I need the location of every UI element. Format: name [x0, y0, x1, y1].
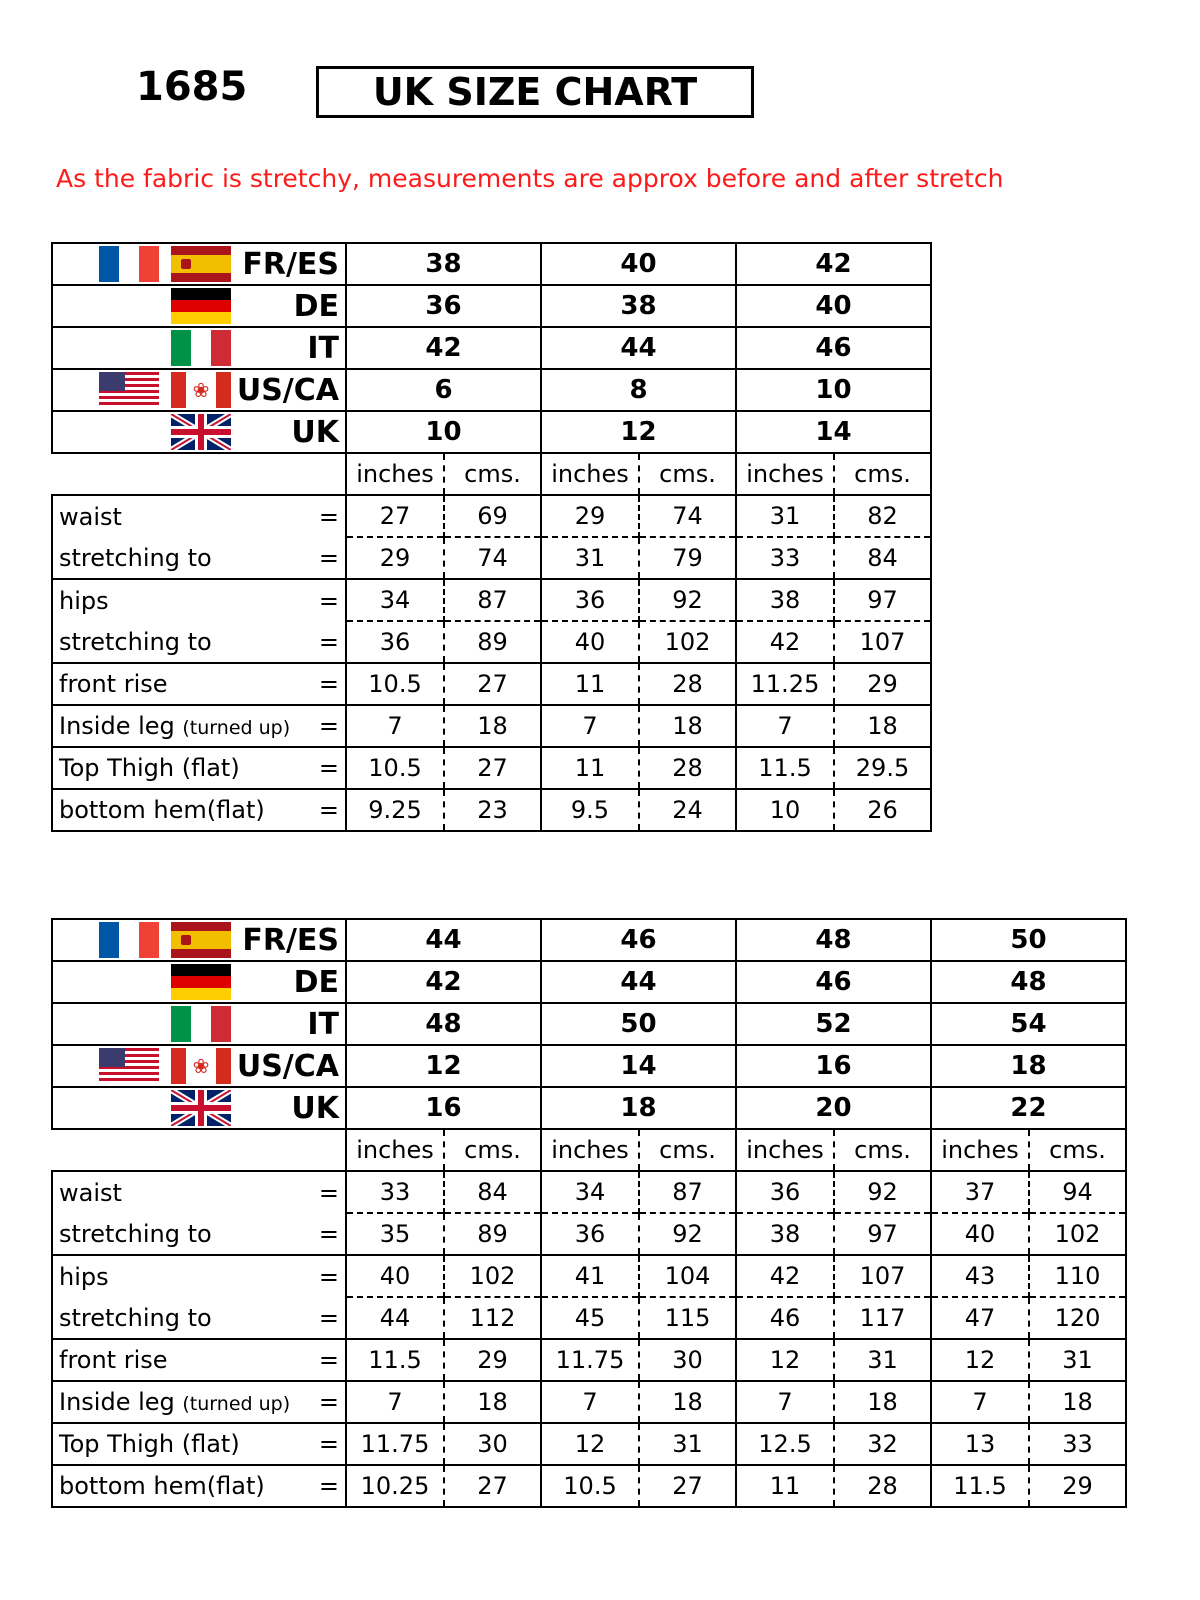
- size-value: 42: [346, 961, 541, 1003]
- measure-value: 7: [541, 705, 639, 747]
- region-row-it: [52, 327, 931, 369]
- region-label-cell: [52, 285, 346, 327]
- measure-value: 102: [639, 621, 736, 663]
- region-label: DE: [293, 288, 339, 324]
- measure-value: 28: [639, 663, 736, 705]
- size-value: 14: [736, 411, 931, 453]
- measure-value: 18: [444, 1381, 541, 1423]
- measure-value: 117: [834, 1297, 931, 1339]
- size-value: 46: [736, 327, 931, 369]
- unit-row: [52, 1129, 1126, 1171]
- measure-value: 30: [444, 1423, 541, 1465]
- measure-value: 29: [1029, 1465, 1126, 1507]
- measure-value: 94: [1029, 1171, 1126, 1213]
- measure-value: 23: [444, 789, 541, 831]
- measure-value: 7: [931, 1381, 1029, 1423]
- measure-value: 18: [444, 705, 541, 747]
- measure-label: hips =: [52, 1255, 346, 1297]
- measure-label: stretching to =: [52, 537, 346, 579]
- region-label: UK: [291, 1090, 339, 1126]
- region-label-cell: [52, 369, 346, 411]
- measure-value: 29: [541, 495, 639, 537]
- measure-value: 18: [639, 705, 736, 747]
- measure-value: 92: [834, 1171, 931, 1213]
- size-value: 44: [541, 961, 736, 1003]
- equals-sign: =: [318, 586, 339, 615]
- measure-value: 28: [834, 1465, 931, 1507]
- measure-label: hips =: [52, 579, 346, 621]
- size-value: 16: [736, 1045, 931, 1087]
- germany-flag-icon: [171, 288, 231, 324]
- size-value: 48: [736, 919, 931, 961]
- measure-value: 11: [541, 747, 639, 789]
- measure-label: stretching to =: [52, 1213, 346, 1255]
- measure-value: 36: [736, 1171, 834, 1213]
- measure-value: 28: [639, 747, 736, 789]
- measure-label: Inside leg (turned up) =: [52, 1381, 346, 1423]
- measure-label: Top Thigh (flat) =: [52, 747, 346, 789]
- measure-value: 10.5: [346, 663, 444, 705]
- measure-value: 27: [444, 663, 541, 705]
- uk-flag-icon: [171, 414, 231, 450]
- spain-flag-icon: [171, 246, 231, 282]
- equals-sign: =: [318, 1388, 339, 1416]
- unit-inches: inches: [541, 1129, 639, 1171]
- measure-value: 31: [541, 537, 639, 579]
- size-value: 42: [736, 243, 931, 285]
- page-title-text: UK SIZE CHART: [372, 70, 698, 114]
- measure-value: 31: [639, 1423, 736, 1465]
- measure-value: 37: [931, 1171, 1029, 1213]
- size-value: 18: [931, 1045, 1126, 1087]
- measure-row-waist: [52, 495, 931, 537]
- equals-sign: =: [318, 1303, 339, 1332]
- measure-value: 34: [346, 579, 444, 621]
- usa-flag-icon: [99, 1048, 159, 1084]
- measure-value: 31: [1029, 1339, 1126, 1381]
- region-row-fr_es: [52, 243, 931, 285]
- measure-value: 11.75: [541, 1339, 639, 1381]
- size-value: 44: [346, 919, 541, 961]
- measure-value: 42: [736, 1255, 834, 1297]
- equals-sign: =: [318, 627, 339, 656]
- measure-value: 84: [444, 1171, 541, 1213]
- unit-cms: cms.: [639, 453, 736, 495]
- measure-value: 12: [541, 1423, 639, 1465]
- measure-value: 7: [346, 705, 444, 747]
- measure-value: 9.5: [541, 789, 639, 831]
- equals-sign: =: [318, 1430, 339, 1458]
- measure-value: 31: [736, 495, 834, 537]
- measure-value: 87: [639, 1171, 736, 1213]
- equals-sign: =: [318, 1219, 339, 1248]
- region-label-cell: [52, 1087, 346, 1129]
- measure-label: waist =: [52, 1171, 346, 1213]
- measure-value: 12: [736, 1339, 834, 1381]
- measure-label: front rise =: [52, 1339, 346, 1381]
- measure-value: 33: [346, 1171, 444, 1213]
- measure-row-inside_leg: [52, 1381, 1126, 1423]
- size-value: 42: [346, 327, 541, 369]
- measure-value: 11.25: [736, 663, 834, 705]
- measure-value: 33: [736, 537, 834, 579]
- region-row-uk: [52, 1087, 1126, 1129]
- measure-value: 74: [444, 537, 541, 579]
- measure-row-bottom_hem: [52, 789, 931, 831]
- equals-sign: =: [318, 754, 339, 782]
- measure-row-top_thigh: [52, 747, 931, 789]
- region-label: DE: [293, 964, 339, 1000]
- unit-row: [52, 453, 931, 495]
- germany-flag-icon: [171, 964, 231, 1000]
- measure-value: 18: [639, 1381, 736, 1423]
- measure-label: stretching to =: [52, 1297, 346, 1339]
- size-value: 40: [541, 243, 736, 285]
- measure-value: 29: [834, 663, 931, 705]
- size-table-1: [51, 242, 932, 832]
- region-label-cell: [52, 961, 346, 1003]
- canada-flag-icon: ❀: [171, 1048, 231, 1084]
- measure-row-hips_stretch: [52, 621, 931, 663]
- measure-value: 11: [736, 1465, 834, 1507]
- measure-value: 102: [1029, 1213, 1126, 1255]
- equals-sign: =: [318, 712, 339, 740]
- equals-sign: =: [318, 502, 339, 531]
- measure-value: 82: [834, 495, 931, 537]
- size-value: 38: [541, 285, 736, 327]
- size-value: 10: [736, 369, 931, 411]
- measure-value: 102: [444, 1255, 541, 1297]
- size-value: 48: [346, 1003, 541, 1045]
- measure-value: 10.5: [346, 747, 444, 789]
- measure-row-waist: [52, 1171, 1126, 1213]
- measure-value: 31: [834, 1339, 931, 1381]
- measure-value: 11.5: [931, 1465, 1029, 1507]
- unit-inches: inches: [931, 1129, 1029, 1171]
- measure-value: 74: [639, 495, 736, 537]
- measure-value: 104: [639, 1255, 736, 1297]
- measure-value: 27: [346, 495, 444, 537]
- measure-value: 33: [1029, 1423, 1126, 1465]
- italy-flag-icon: [171, 330, 231, 366]
- size-value: 12: [541, 411, 736, 453]
- measure-value: 89: [444, 621, 541, 663]
- region-label: US/CA: [236, 372, 339, 408]
- equals-sign: =: [318, 670, 339, 698]
- france-flag-icon: [99, 922, 159, 958]
- product-code: 1685: [136, 64, 248, 110]
- measure-value: 42: [736, 621, 834, 663]
- measure-value: 18: [834, 705, 931, 747]
- equals-sign: =: [318, 1262, 339, 1291]
- measure-label: waist =: [52, 495, 346, 537]
- measure-value: 107: [834, 621, 931, 663]
- size-value: 54: [931, 1003, 1126, 1045]
- unit-inches: inches: [736, 453, 834, 495]
- measure-value: 120: [1029, 1297, 1126, 1339]
- size-value: 16: [346, 1087, 541, 1129]
- measure-value: 26: [834, 789, 931, 831]
- usa-flag-icon: [99, 372, 159, 408]
- size-value: 14: [541, 1045, 736, 1087]
- region-label-cell: [52, 1003, 346, 1045]
- size-value: 22: [931, 1087, 1126, 1129]
- measure-value: 11: [541, 663, 639, 705]
- measure-row-hips: [52, 1255, 1126, 1297]
- size-value: 50: [931, 919, 1126, 961]
- measure-value: 10.5: [541, 1465, 639, 1507]
- measure-value: 115: [639, 1297, 736, 1339]
- unit-cms: cms.: [834, 1129, 931, 1171]
- measure-row-inside_leg: [52, 705, 931, 747]
- equals-sign: =: [318, 1178, 339, 1207]
- measure-row-waist_stretch: [52, 1213, 1126, 1255]
- measure-value: 10: [736, 789, 834, 831]
- measure-row-hips_stretch: [52, 1297, 1126, 1339]
- equals-sign: =: [318, 1346, 339, 1374]
- size-value: 52: [736, 1003, 931, 1045]
- spain-flag-icon: [171, 922, 231, 958]
- region-row-de: [52, 961, 1126, 1003]
- measure-value: 29: [346, 537, 444, 579]
- region-label: IT: [307, 330, 339, 366]
- measure-row-waist_stretch: [52, 537, 931, 579]
- measure-value: 11.75: [346, 1423, 444, 1465]
- size-value: 44: [541, 327, 736, 369]
- measure-value: 7: [736, 1381, 834, 1423]
- measure-label: front rise =: [52, 663, 346, 705]
- measure-value: 79: [639, 537, 736, 579]
- unit-cms: cms.: [639, 1129, 736, 1171]
- measure-value: 32: [834, 1423, 931, 1465]
- measure-value: 38: [736, 1213, 834, 1255]
- measure-value: 11.5: [346, 1339, 444, 1381]
- equals-sign: =: [318, 1472, 339, 1500]
- measure-value: 107: [834, 1255, 931, 1297]
- unit-cms: cms.: [444, 1129, 541, 1171]
- size-value: 48: [931, 961, 1126, 1003]
- measure-row-hips: [52, 579, 931, 621]
- measure-value: 27: [444, 1465, 541, 1507]
- size-value: 46: [541, 919, 736, 961]
- region-label: US/CA: [236, 1048, 339, 1084]
- size-value: 10: [346, 411, 541, 453]
- measure-value: 112: [444, 1297, 541, 1339]
- region-row-us_ca: [52, 369, 931, 411]
- measure-value: 97: [834, 1213, 931, 1255]
- measure-value: 7: [736, 705, 834, 747]
- region-label: FR/ES: [242, 246, 339, 282]
- size-value: 40: [736, 285, 931, 327]
- measure-value: 110: [1029, 1255, 1126, 1297]
- unit-inches: inches: [346, 1129, 444, 1171]
- region-row-us_ca: [52, 1045, 1126, 1087]
- measure-value: 27: [444, 747, 541, 789]
- measure-value: 9.25: [346, 789, 444, 831]
- measure-value: 30: [639, 1339, 736, 1381]
- measure-value: 43: [931, 1255, 1029, 1297]
- uk-flag-icon: [171, 1090, 231, 1126]
- measure-value: 44: [346, 1297, 444, 1339]
- size-value: 8: [541, 369, 736, 411]
- size-value: 46: [736, 961, 931, 1003]
- size-value: 36: [346, 285, 541, 327]
- measure-value: 36: [541, 1213, 639, 1255]
- region-label-cell: [52, 919, 346, 961]
- size-value: 50: [541, 1003, 736, 1045]
- measure-value: 41: [541, 1255, 639, 1297]
- measure-value: 40: [346, 1255, 444, 1297]
- size-value: 20: [736, 1087, 931, 1129]
- region-label: IT: [307, 1006, 339, 1042]
- measure-value: 24: [639, 789, 736, 831]
- measure-value: 10.25: [346, 1465, 444, 1507]
- page-title: [316, 66, 754, 118]
- measure-row-bottom_hem: [52, 1465, 1126, 1507]
- measure-value: 38: [736, 579, 834, 621]
- stretch-note: As the fabric is stretchy, measurements are approx before and after stretch: [56, 164, 1004, 193]
- region-label-cell: [52, 327, 346, 369]
- measure-value: 29: [444, 1339, 541, 1381]
- canada-flag-icon: ❀: [171, 372, 231, 408]
- measure-value: 69: [444, 495, 541, 537]
- region-row-it: [52, 1003, 1126, 1045]
- measure-value: 35: [346, 1213, 444, 1255]
- france-flag-icon: [99, 246, 159, 282]
- size-value: 12: [346, 1045, 541, 1087]
- measure-value: 87: [444, 579, 541, 621]
- unit-cms: cms.: [1029, 1129, 1126, 1171]
- measure-value: 92: [639, 1213, 736, 1255]
- unit-cms: cms.: [444, 453, 541, 495]
- measure-value: 84: [834, 537, 931, 579]
- measure-label: bottom hem(flat) =: [52, 789, 346, 831]
- measure-value: 18: [834, 1381, 931, 1423]
- measure-value: 40: [931, 1213, 1029, 1255]
- size-value: 38: [346, 243, 541, 285]
- measure-value: 18: [1029, 1381, 1126, 1423]
- measure-value: 29.5: [834, 747, 931, 789]
- measure-value: 34: [541, 1171, 639, 1213]
- measure-value: 12.5: [736, 1423, 834, 1465]
- unit-cms: cms.: [834, 453, 931, 495]
- region-label-cell: [52, 1045, 346, 1087]
- measure-value: 46: [736, 1297, 834, 1339]
- region-label: FR/ES: [242, 922, 339, 958]
- measure-value: 40: [541, 621, 639, 663]
- equals-sign: =: [318, 543, 339, 572]
- region-row-fr_es: [52, 919, 1126, 961]
- measure-label: Inside leg (turned up) =: [52, 705, 346, 747]
- measure-value: 13: [931, 1423, 1029, 1465]
- region-row-uk: [52, 411, 931, 453]
- measure-value: 7: [346, 1381, 444, 1423]
- measure-value: 36: [346, 621, 444, 663]
- measure-value: 36: [541, 579, 639, 621]
- measure-value: 89: [444, 1213, 541, 1255]
- region-label-cell: [52, 243, 346, 285]
- size-value: 6: [346, 369, 541, 411]
- size-value: 18: [541, 1087, 736, 1129]
- italy-flag-icon: [171, 1006, 231, 1042]
- measure-row-top_thigh: [52, 1423, 1126, 1465]
- size-table-2: [51, 918, 1127, 1508]
- measure-value: 97: [834, 579, 931, 621]
- measure-value: 45: [541, 1297, 639, 1339]
- unit-inches: inches: [541, 453, 639, 495]
- region-label-cell: [52, 411, 346, 453]
- unit-inches: inches: [346, 453, 444, 495]
- measure-value: 12: [931, 1339, 1029, 1381]
- measure-value: 11.5: [736, 747, 834, 789]
- region-row-de: [52, 285, 931, 327]
- measure-value: 92: [639, 579, 736, 621]
- measure-row-front_rise: [52, 663, 931, 705]
- unit-inches: inches: [736, 1129, 834, 1171]
- measure-value: 47: [931, 1297, 1029, 1339]
- measure-label: stretching to =: [52, 621, 346, 663]
- equals-sign: =: [318, 796, 339, 824]
- measure-label: bottom hem(flat) =: [52, 1465, 346, 1507]
- measure-label: Top Thigh (flat) =: [52, 1423, 346, 1465]
- measure-row-front_rise: [52, 1339, 1126, 1381]
- measure-value: 7: [541, 1381, 639, 1423]
- region-label: UK: [291, 414, 339, 450]
- measure-value: 27: [639, 1465, 736, 1507]
